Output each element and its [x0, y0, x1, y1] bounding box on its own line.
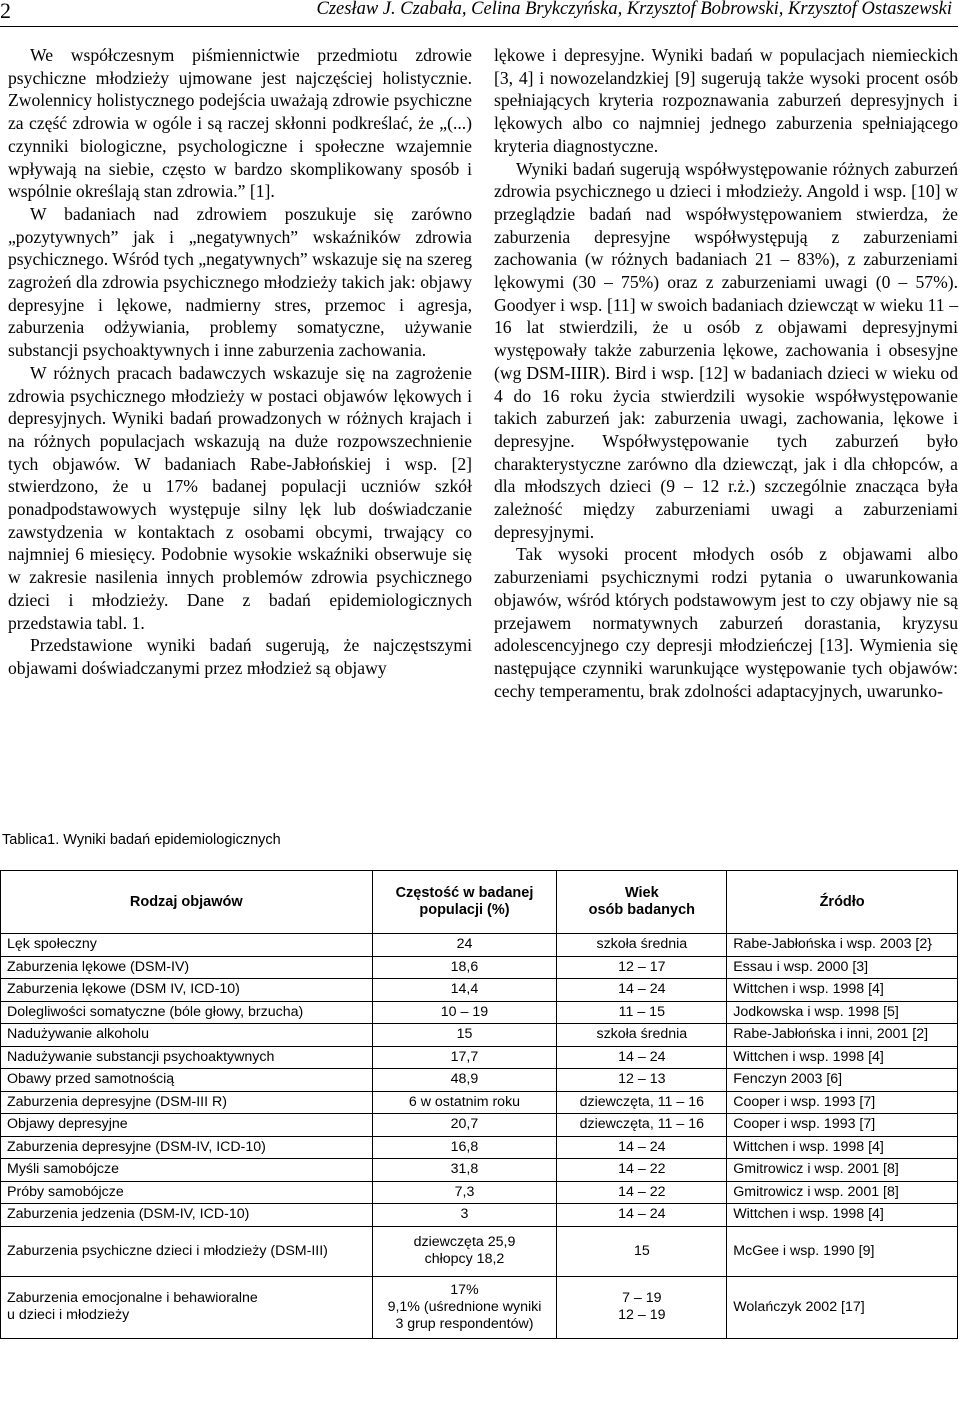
left-text-column — [8, 44, 472, 680]
right-text-column — [494, 44, 958, 702]
table-caption: Tablica1. Wyniki badań epidemiologicznych — [2, 832, 281, 848]
cell-age: 14 – 22 — [557, 1159, 727, 1182]
cell-age: 14 – 24 — [557, 979, 727, 1002]
header-frequency: Częstość w badanej populacji (%) — [372, 871, 557, 934]
paragraph: We współczesnym piśmiennictwie przedmiotu zdrowie psychiczne młodzieży ujmowane jest najczęściej holistycznie. Zwolennicy holistycznego podejścia uważają zdrowie psychiczne za część zdrowia w ogóle i są raczej skłonni podkreślać, że „(...) czynniki biologiczne, psychologiczne i społeczne wzajemnie wpływają na siebie, często w bardzo skomplikowany sposób i wspólnie określają stan zdrowia.” [1]. — [8, 45, 472, 202]
table-header-row — [1, 871, 958, 934]
cell-symptom: Zaburzenia jedzenia (DSM-IV, ICD-10) — [1, 1204, 373, 1227]
cell-frequency: dziewczęta 25,9 chłopcy 18,2 — [372, 1226, 557, 1276]
table-row — [1, 956, 958, 979]
paragraph: W różnych pracach badawczych wskazuje się na zagrożenie zdrowia psychicznego młodzieży w postaci objawów lękowych i depresyjnych. Wyniki badań prowadzonych w różnych krajach i na różnych populacjach wskazują na duże rozpowszechnienie tych objawów. W badaniach Rabe-Jabłońskiej i wsp. [2] stwierdzono, że u 17% badanej populacji uczniów szkół ponadpodstawowych występuje silny lęk lub doświadczanie zawstydzenia w kontaktach z osobami obcymi, trwający co najmniej 6 miesięcy. Podobnie wysokie wskaźniki obserwuje się w zakresie nasilenia innych problemów zdrowia psychicznego dzieci i młodzieży. Dane z badań epidemiologicznych przedstawia tabl. 1. — [8, 362, 472, 633]
cell-source: Wolańczyk 2002 [17] — [727, 1276, 958, 1338]
cell-symptom: Zaburzenia lękowe (DSM-IV) — [1, 956, 373, 979]
cell-symptom: Zaburzenia emocjonalne i behawioralne u dzieci i młodzieży — [1, 1276, 373, 1338]
epidemiology-table — [0, 870, 958, 1339]
header-rule — [0, 26, 958, 27]
cell-frequency: 7,3 — [372, 1181, 557, 1204]
cell-frequency: 20,7 — [372, 1114, 557, 1137]
table-row — [1, 1046, 958, 1069]
cell-age: 11 – 15 — [557, 1001, 727, 1024]
cell-age: szkoła średnia — [557, 934, 727, 957]
cell-age: 15 — [557, 1226, 727, 1276]
cell-source: Fenczyn 2003 [6] — [727, 1069, 958, 1092]
cell-symptom: Zaburzenia depresyjne (DSM-III R) — [1, 1091, 373, 1114]
table-row — [1, 1181, 958, 1204]
cell-frequency: 17,7 — [372, 1046, 557, 1069]
paragraph: Wyniki badań sugerują współwystępowanie różnych zaburzeń zdrowia psychicznego u dzieci i młodzieży. Angold i wsp. [10] w przeglądzie badań nad współwystępowaniem stwierdza, że zaburzenia depresyjne współwystępują z zaburzeniami zachowania (w różnych badaniach 21 – 83%), z zaburzeniami lękowymi (30 – 75%) oraz z zaburzeniami uwagi (0 – 57%). Goodyer i wsp. [11] w swoich badaniach dziewcząt w wieku 11 – 16 lat stwierdzili, że u osób z objawami depresyjnymi występowały także zaburzenia lękowe, zachowania i obsesyjne (wg DSM-IIIR). Bird i wsp. [12] w badaniach dzieci w wieku od 4 do 16 roku życia stwierdzili wysokie współwystępowanie takich zaburzeń jak: zaburzenia uwagi, zachowania, lękowe i depresyjne. Współwystępowanie tych zaburzeń było charakterystyczne zarówno dla dziewcząt, jak i dla chłopców, a dla młodszych dzieci (9 – 12 r.ż.) szczególnie znacząca była zależność między zaburzeniami uwagi a zaburzeniami depresyjnymi. — [494, 158, 958, 542]
cell-source: Gmitrowicz i wsp. 2001 [8] — [727, 1181, 958, 1204]
cell-source: Jodkowska i wsp. 1998 [5] — [727, 1001, 958, 1024]
paragraph: W badaniach nad zdrowiem poszukuje się zarówno „pozytywnych” jak i „negatywnych” wskaźników zdrowia psychicznego. Wśród tych „negatywnych” wskazuje się na szereg zagrożeń dla zdrowia psychicznego młodzieży takich jak: objawy depresyjne i lękowe, nadmierny stres, przemoc i agresja, zaburzenia odżywiania, problemy somatyczne, używanie substancji psychoaktywnych i inne zaburzenia zachowania. — [8, 203, 472, 361]
cell-symptom: Myśli samobójcze — [1, 1159, 373, 1182]
page-number: 2 — [0, 0, 11, 23]
cell-age: dziewczęta, 11 – 16 — [557, 1091, 727, 1114]
cell-frequency: 10 – 19 — [372, 1001, 557, 1024]
cell-frequency: 17% 9,1% (uśrednione wyniki 3 grup respondentów) — [372, 1276, 557, 1338]
header-symptom-type: Rodzaj objawów — [1, 871, 373, 934]
cell-symptom: Nadużywanie substancji psychoaktywnych — [1, 1046, 373, 1069]
cell-symptom: Próby samobójcze — [1, 1181, 373, 1204]
cell-source: Gmitrowicz i wsp. 2001 [8] — [727, 1159, 958, 1182]
cell-symptom: Zaburzenia lękowe (DSM IV, ICD-10) — [1, 979, 373, 1002]
table-row — [1, 979, 958, 1002]
cell-age: 12 – 13 — [557, 1069, 727, 1092]
paragraph: lękowe i depresyjne. Wyniki badań w populacjach niemieckich [3, 4] i nowozelandzkiej [9] sugerują także wysoki procent osób spełniających kryteria rozpoznawania zaburzeń depresyjnych i lękowych albo co najmniej jednego zaburzenia spełniającego kryteria diagnostyczne. — [494, 45, 958, 156]
cell-age: 7 – 19 12 – 19 — [557, 1276, 727, 1338]
cell-age: 14 – 24 — [557, 1136, 727, 1159]
cell-symptom: Zaburzenia depresyjne (DSM-IV, ICD-10) — [1, 1136, 373, 1159]
table-row — [1, 1001, 958, 1024]
cell-source: Wittchen i wsp. 1998 [4] — [727, 1046, 958, 1069]
cell-source: Cooper i wsp. 1993 [7] — [727, 1114, 958, 1137]
cell-age: 14 – 24 — [557, 1204, 727, 1227]
cell-frequency: 18,6 — [372, 956, 557, 979]
cell-frequency: 6 w ostatnim roku — [372, 1091, 557, 1114]
table-row — [1, 1276, 958, 1338]
table-row — [1, 1114, 958, 1137]
cell-frequency: 14,4 — [372, 979, 557, 1002]
header-source: Źródło — [727, 871, 958, 934]
cell-age: 12 – 17 — [557, 956, 727, 979]
table-row — [1, 1159, 958, 1182]
cell-age: 14 – 24 — [557, 1046, 727, 1069]
cell-symptom: Obawy przed samotnością — [1, 1069, 373, 1092]
cell-frequency: 15 — [372, 1024, 557, 1047]
paragraph: Tak wysoki procent młodych osób z objawami albo zaburzeniami psychicznymi rodzi pytania o uwarunkowania objawów, wśród których podstawowym jest to czy objawy nie są przejawem normatywnych zaburzeń dorastania, kryzysu adolescencyjnego czy depresji młodzieńczej [13]. Wymienia się następujące czynniki warunkujące występowanie tych objawów: cechy temperamentu, brak zdolności adaptacyjnych, uwarunko- — [494, 544, 958, 701]
cell-frequency: 16,8 — [372, 1136, 557, 1159]
running-head-authors: Czesław J. Czabała, Celina Brykczyńska, Krzysztof Bobrowski, Krzysztof Ostaszewski — [316, 0, 952, 19]
table-row — [1, 1069, 958, 1092]
page-header — [0, 0, 960, 26]
table-row — [1, 1091, 958, 1114]
cell-symptom: Zaburzenia psychiczne dzieci i młodzieży (DSM-III) — [1, 1226, 373, 1276]
cell-age: 14 – 22 — [557, 1181, 727, 1204]
cell-source: McGee i wsp. 1990 [9] — [727, 1226, 958, 1276]
cell-frequency: 24 — [372, 934, 557, 957]
header-age: Wiek osób badanych — [557, 871, 727, 934]
table-row — [1, 1204, 958, 1227]
cell-frequency: 3 — [372, 1204, 557, 1227]
cell-symptom: Lęk społeczny — [1, 934, 373, 957]
cell-source: Rabe-Jabłońska i wsp. 2003 [2} — [727, 934, 958, 957]
cell-frequency: 48,9 — [372, 1069, 557, 1092]
table-row — [1, 1024, 958, 1047]
cell-symptom: Objawy depresyjne — [1, 1114, 373, 1137]
cell-symptom: Dolegliwości somatyczne (bóle głowy, brzucha) — [1, 1001, 373, 1024]
table-row — [1, 934, 958, 957]
cell-age: szkoła średnia — [557, 1024, 727, 1047]
cell-symptom: Nadużywanie alkoholu — [1, 1024, 373, 1047]
table-row — [1, 1136, 958, 1159]
table-row — [1, 1226, 958, 1276]
cell-source: Essau i wsp. 2000 [3] — [727, 956, 958, 979]
cell-source: Wittchen i wsp. 1998 [4] — [727, 1204, 958, 1227]
cell-frequency: 31,8 — [372, 1159, 557, 1182]
cell-source: Rabe-Jabłońska i inni, 2001 [2] — [727, 1024, 958, 1047]
paragraph: Przedstawione wyniki badań sugerują, że najczęstszymi objawami doświadczanymi przez młodzież są objawy — [8, 635, 472, 678]
cell-source: Wittchen i wsp. 1998 [4] — [727, 1136, 958, 1159]
cell-source: Cooper i wsp. 1993 [7] — [727, 1091, 958, 1114]
cell-source: Wittchen i wsp. 1998 [4] — [727, 979, 958, 1002]
cell-age: dziewczęta, 11 – 16 — [557, 1114, 727, 1137]
